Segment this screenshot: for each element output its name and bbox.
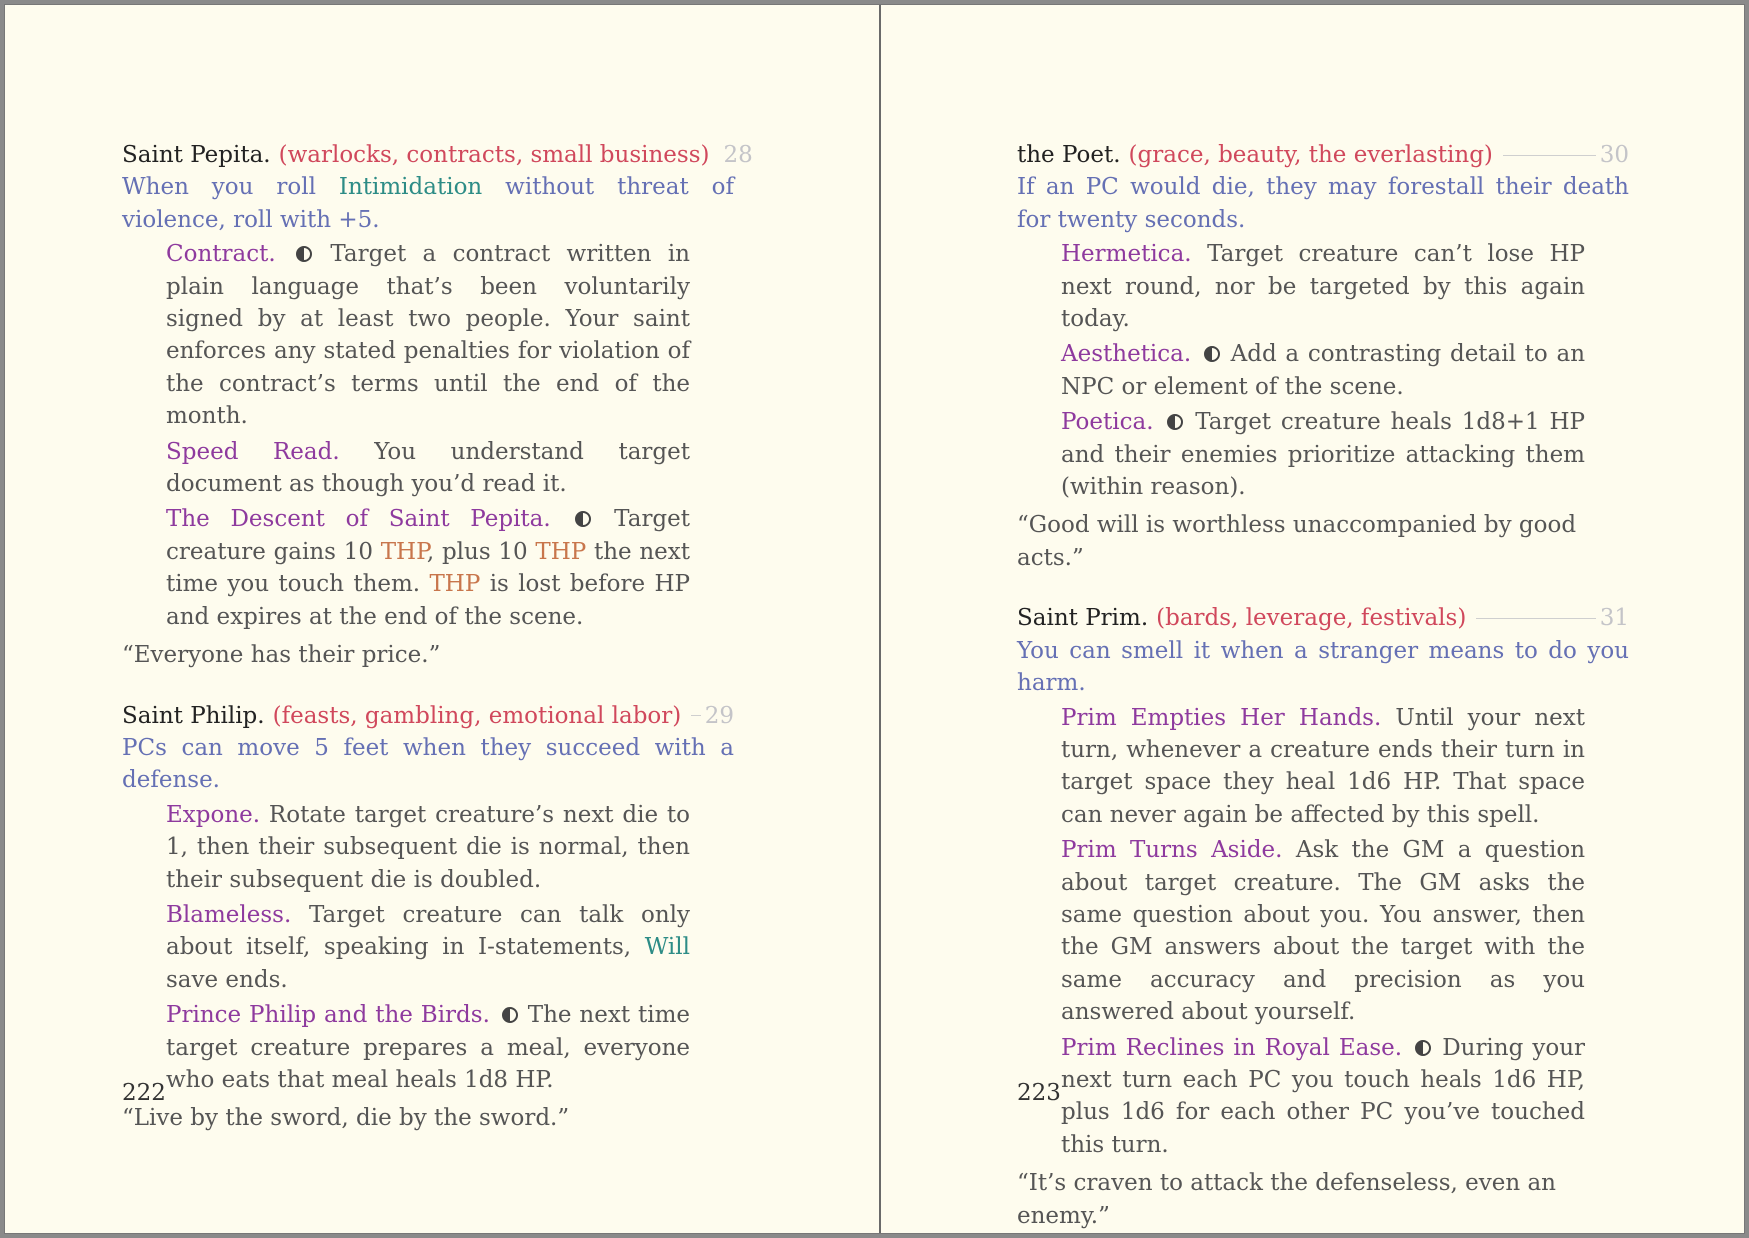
page-number: 223 xyxy=(1017,1080,1061,1106)
page-number: 222 xyxy=(122,1080,166,1106)
spell-name: Expone. xyxy=(166,801,261,828)
spell-item: Expone. Rotate target creature’s next die to 1, then their subsequent die is normal, then their subsequent die is doubled. xyxy=(166,801,691,893)
spell-name: Prim Empties Her Hands. xyxy=(1061,704,1382,731)
saint-quote: “It’s craven to attack the defenseless, even an enemy.” xyxy=(1017,1170,1556,1229)
spell-item: Contract. Target a contract written in plain language that’s been voluntarily signed by at least two people. Your saint enforces any stated penalties for violation of the contract’s terms until the end of the month. xyxy=(166,241,690,430)
half-circle-icon xyxy=(1415,1040,1431,1056)
spell-item: The Descent of Saint Pepita. Target creature gains 10 THP, plus 10 THP the next time you touch them. THP is lost before HP and expires at the end of the scene. xyxy=(166,506,691,630)
saint-domains: (feasts, gambling, emotional labor) xyxy=(272,702,682,729)
half-circle-icon xyxy=(575,511,591,527)
saint-quote: “Good will is worthless unaccompanied by good acts.” xyxy=(1017,512,1577,571)
entry-title-line: Saint Philip . (feasts, gambling, emotional labor) 29 xyxy=(122,700,734,732)
saint-boon: If an PC would die, they may forestall their death for twenty seconds. xyxy=(1017,174,1629,233)
saint-number: 31 xyxy=(1599,605,1629,632)
saint-number: 29 xyxy=(704,702,734,729)
thp-keyword: THP xyxy=(535,538,587,565)
saint-boon: You can smell it when a stranger means to do you harm. xyxy=(1017,637,1629,697)
entry-title-line: Saint Prim . (bards, leverage, festivals) 31 xyxy=(1017,602,1629,634)
spell-item: Prim Reclines in Royal Ease. During your next turn each PC you touch heals 1d6 HP, plus 1d6 for each other PC you’ve touched this turn. xyxy=(1061,1034,1586,1158)
spell-item: Prim Turns Aside. Ask the GM a question about target creature. The GM asks the same question about you. You answer, then the GM answers about the target with the same accuracy and precision as you answered about yourself. xyxy=(1061,837,1586,1026)
spell-name: Prince Philip and the Birds. xyxy=(166,1002,490,1029)
spell-item: Aesthetica. Add a contrasting detail to an NPC or element of the scene. xyxy=(1061,341,1586,400)
dot-leader xyxy=(691,715,700,716)
spell-name: Poetica. xyxy=(1061,409,1154,436)
entry-title-line: Saint Pepita . (warlocks, contracts, small business) 28 xyxy=(122,139,734,171)
spell-list xyxy=(166,799,690,1097)
saint-number: 30 xyxy=(1599,142,1629,168)
book-spread xyxy=(4,4,1745,1234)
thp-keyword: THP xyxy=(429,571,481,598)
spell-name: Blameless. xyxy=(166,901,292,928)
saint-domains: (warlocks, contracts, small business) xyxy=(278,142,710,168)
spell-list xyxy=(166,238,690,633)
skill-keyword: Intimidation xyxy=(338,174,483,201)
spell-item: Speed Read. You understand target document as though you’d read it. xyxy=(166,438,691,498)
left-page xyxy=(5,5,879,1233)
saint-name: Saint Pepita xyxy=(122,142,264,168)
spell-item: Blameless. Target creature can talk only about itself, speaking in I-statements, Will save ends. xyxy=(166,901,690,993)
saint-boon: When you roll Intimidation without threat of violence, roll with +5. xyxy=(122,174,734,233)
entry-title-line: the Poet . (grace, beauty, the everlasting) 30 xyxy=(1017,139,1629,171)
right-column xyxy=(1017,139,1629,1232)
right-page xyxy=(881,5,1746,1233)
saint-boon: PCs can move 5 feet when they succeed with a defense. xyxy=(122,734,734,794)
saint-name: Saint Philip xyxy=(122,702,258,729)
entry-saint-pepita xyxy=(122,139,753,672)
spell-name: The Descent of Saint Pepita. xyxy=(166,506,551,533)
spell-item: Hermetica. Target creature can’t lose HP next round, nor be targeted by this again today. xyxy=(1061,241,1586,333)
save-keyword: Will xyxy=(644,934,690,961)
saint-quote: “Everyone has their price.” xyxy=(122,642,441,669)
spell-name: Prim Reclines in Royal Ease. xyxy=(1061,1034,1403,1061)
left-column xyxy=(122,139,753,1135)
saint-name: the Poet xyxy=(1017,142,1114,168)
entry-the-poet xyxy=(1017,139,1629,574)
spell-name: Aesthetica. xyxy=(1061,341,1192,368)
thp-keyword: THP xyxy=(380,538,427,565)
dot-leader xyxy=(1476,618,1595,619)
spell-item: Poetica. Target creature heals 1d8+1 HP and their enemies prioritize attacking them (within reason). xyxy=(1061,409,1585,501)
spell-item: Prince Philip and the Birds. The next time target creature prepares a meal, everyone who eats that meal heals 1d8 HP. xyxy=(166,1002,690,1093)
saint-domains: (bards, leverage, festivals) xyxy=(1156,605,1467,632)
entry-saint-prim xyxy=(1017,602,1629,1232)
spell-name: Contract. xyxy=(166,241,276,268)
half-circle-icon xyxy=(1204,346,1220,362)
saint-number: 28 xyxy=(723,142,753,168)
half-circle-icon xyxy=(296,246,312,262)
spell-list xyxy=(1061,702,1585,1162)
spell-item: Prim Empties Her Hands. Until your next turn, whenever a creature ends their turn in target space they heal 1d6 HP. That space can never again be affected by this spell. xyxy=(1061,704,1586,828)
spell-list xyxy=(1061,238,1585,503)
saint-name: Saint Prim xyxy=(1017,605,1141,632)
dot-leader xyxy=(1503,155,1596,156)
spell-name: Prim Turns Aside. xyxy=(1061,837,1283,864)
half-circle-icon xyxy=(502,1007,518,1023)
spell-name: Speed Read. xyxy=(166,438,340,465)
entry-saint-philip xyxy=(122,700,734,1135)
saint-domains: (grace, beauty, the everlasting) xyxy=(1128,142,1493,168)
half-circle-icon xyxy=(1167,414,1183,430)
saint-quote: “Live by the sword, die by the sword.” xyxy=(122,1105,570,1132)
spell-name: Hermetica. xyxy=(1061,241,1192,268)
